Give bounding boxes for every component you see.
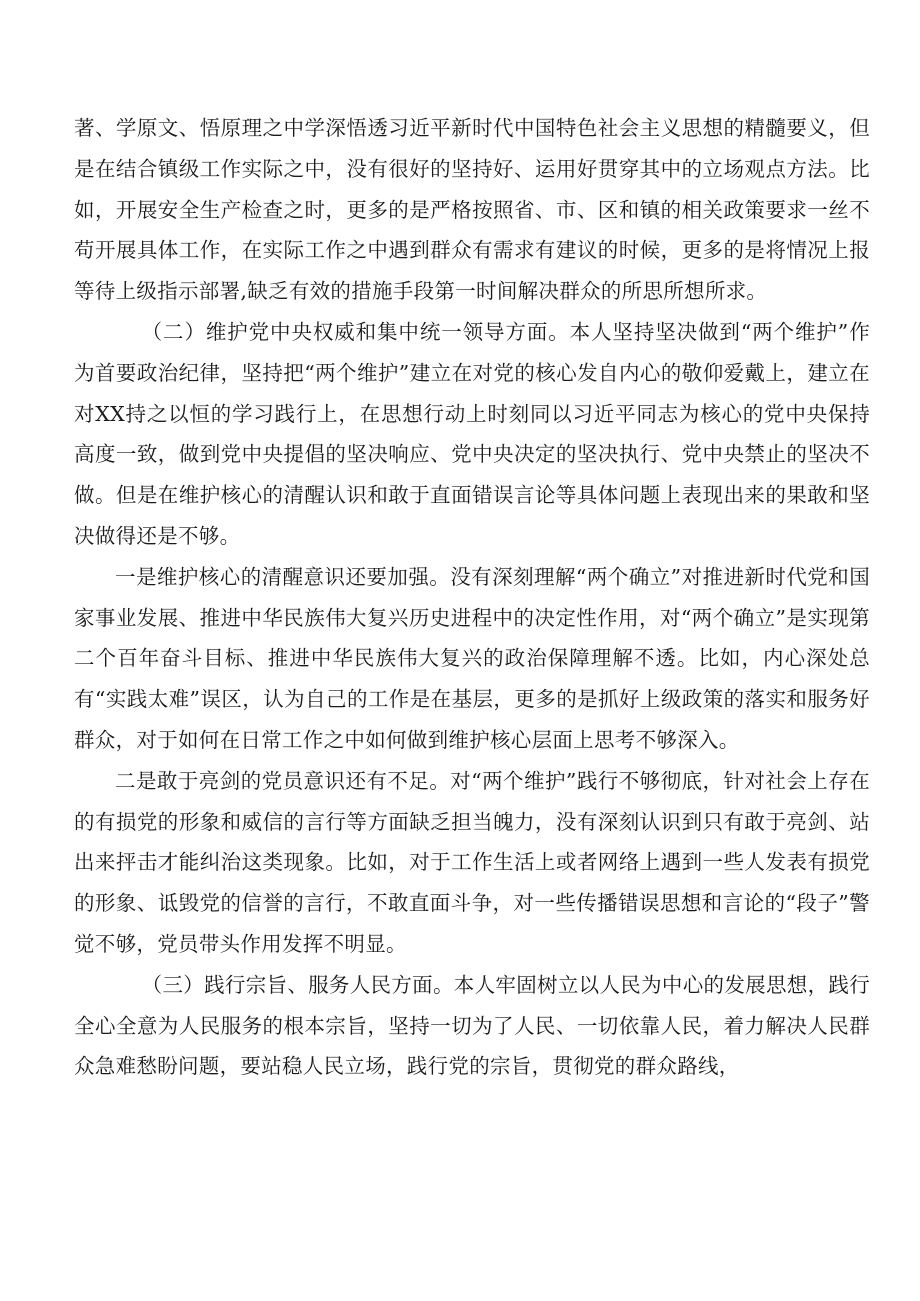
document-body <box>74 108 870 1087</box>
paragraph-continuation: 著、学原文、悟原理之中学深悟透习近平新时代中国特色社会主义思想的精髓要义，但是在结合镇级工作实际之中，没有很好的坚持好、运用好贯穿其中的立场观点方法。比如，开展安全生产检查之时，更多的是严格按照省、市、区和镇的相关政策要求一丝不苟开展具体工作，在实际工作之中遇到群众有需求有建议的时候，更多的是将情况上报等待上级指示部署,缺乏有效的措施手段第一时间解决群众的所思所想所求。 <box>74 116 870 304</box>
paragraph-section-three: （三）践行宗旨、服务人民方面。本人牢固树立以人民为中心的发展思想，践行全心全意为人民服务的根本宗旨，坚持一切为了人民、一切依靠人民，着力解决人民群众急难愁盼问题，要站稳人民立场，践行党的宗旨，贯彻党的群众路线， <box>74 972 870 1079</box>
paragraph-point-one: 一是维护核心的清醒意识还要加强。没有深刻理解“两个确立”对推进新时代党和国家事业发展、推进中华民族伟大复兴历史进程中的决定性作用，对“两个确立”是实现第二个百年奋斗目标、推进中华民族伟大复兴的政治保障理解不透。比如，内心深处总有“实践太难”误区，认为自己的工作是在基层，更多的是抓好上级政策的落实和服务好群众，对于如何在日常工作之中如何做到维护核心层面上思考不够深入。 <box>74 564 870 752</box>
paragraph-point-two: 二是敢于亮剑的党员意识还有不足。对“两个维护”践行不够彻底，针对社会上存在的有损党的形象和威信的言行等方面缺乏担当魄力，没有深刻认识到只有敢于亮剑、站出来抨击才能纠治这类现象。比如，对于工作生活上或者网络上遇到一些人发表有损党的形象、诋毁党的信誉的言行，不敢直面斗争，对一些传播错误思想和言论的“段子”警觉不够，党员带头作用发挥不明显。 <box>74 768 870 956</box>
paragraph-section-two: （二）维护党中央权威和集中统一领导方面。本人坚持坚决做到“两个维护”作为首要政治纪律，坚持把“两个维护”建立在对党的核心发自内心的敬仰爱戴上，建立在对XX持之以恒的学习践行上，在思想行动上时刻同以习近平同志为核心的党中央保持高度一致，做到党中央提倡的坚决响应、党中央决定的坚决执行、党中央禁止的坚决不做。但是在维护核心的清醒认识和敢于直面错误言论等具体问题上表现出来的果敢和坚决做得还是不够。 <box>74 319 870 548</box>
